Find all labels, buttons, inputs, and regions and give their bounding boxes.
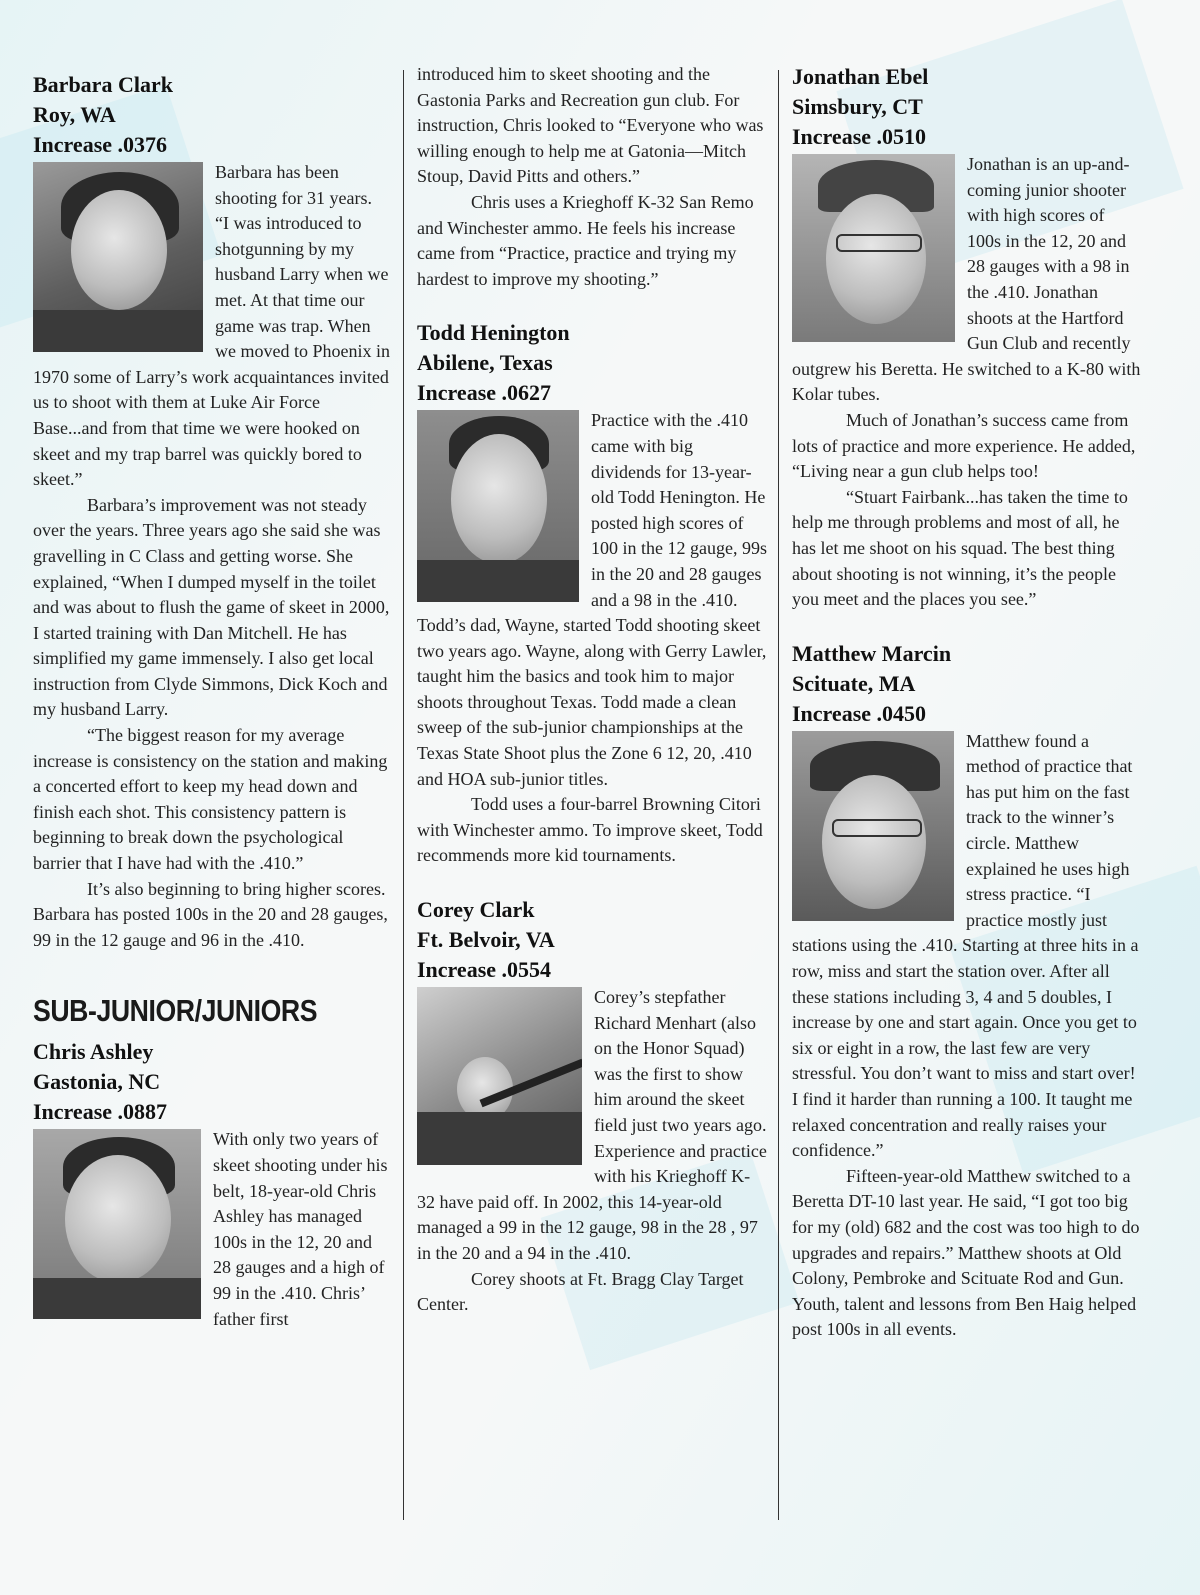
- portrait-shirt: [417, 560, 579, 602]
- profile-paragraph: It’s also beginning to bring higher scores. Barbara has posted 100s in the 20 and 28 gauges, 99 in the 12 gauge and 96 in the .410.: [33, 878, 388, 950]
- profile-matthew-marcin: [792, 639, 1142, 1343]
- profile-name: Corey Clark: [417, 897, 535, 923]
- profile-paragraph: Fifteen-year-old Matthew switched to a Beretta DT-10 last year. He said, “I got too big for my (old) 682 and the cost was too high to do upgrades and repairs.” Matthew shoots at Old Colony, Pembroke and Scituate Rod and Gun. Youth, talent and lessons from Ben Haig helped post 100s in all events.: [792, 1165, 1140, 1340]
- profile-paragraph: Barbara’s improvement was not steady over the years. Three years ago she said she was gravelling in C Class and getting worse. She explained, “When I dumped myself in the toilet and was about to flush the game of skeet in 2000, I started training with Dan Mitchell. He has simplified my game immensely. I also get local instruction from Clyde Simmons, Dick Koch and my husband Larry.: [33, 494, 390, 720]
- section-heading: SUB-JUNIOR/JUNIORS: [33, 993, 318, 1029]
- profile-jonathan-ebel: [792, 62, 1142, 613]
- profile-paragraph: Corey’s stepfather Richard Menhart (also on the Honor Squad) was the first to show him around the skeet field just two years ago. Experience and practice with his Krieghoff K-32 have paid off. In 2002, this 14-year-old managed a 99 in the 12 gauge, 98 in the 28 , 97 in the 20 and a 94 in the .410.: [417, 987, 767, 1263]
- profile-name: Matthew Marcin: [792, 640, 952, 666]
- portrait-face: [65, 1155, 171, 1283]
- shooter-body: [417, 1112, 582, 1165]
- portrait-face: [71, 190, 167, 310]
- profile-paragraph: Chris uses a Krieghoff K-32 San Remo and Winchester ammo. He feels his increase came from “Practice, practice and trying my hardest to improve my shooting.”: [417, 191, 754, 289]
- profile-name: Jonathan Ebel: [792, 64, 929, 89]
- profile-increase: Increase .0554: [417, 957, 552, 983]
- action-photo: [417, 987, 582, 1165]
- profile-paragraph: Corey shoots at Ft. Bragg Clay Target Center.: [417, 1268, 744, 1315]
- portrait-shirt: [33, 310, 203, 352]
- profile-todd-henington: [417, 318, 767, 869]
- portrait-photo: [417, 410, 579, 602]
- profile-location: Abilene, Texas: [417, 350, 553, 376]
- portrait-face: [822, 775, 926, 909]
- spacer: [417, 869, 767, 895]
- spacer: [792, 613, 1142, 639]
- portrait-shirt: [33, 1278, 201, 1320]
- profile-paragraph: introduced him to skeet shooting and the Gastonia Parks and Recreation gun club. For instruction, Chris looked to “Everyone who was willing enough to help me at Gatonia—Mitch Stoup, David Pitts and others.”: [417, 64, 764, 187]
- profile-location: Roy, WA: [33, 102, 116, 127]
- portrait-face: [826, 194, 926, 324]
- profile-location: Gastonia, NC: [33, 1069, 161, 1095]
- column-divider: [403, 70, 404, 1520]
- profile-increase: Increase .0510: [792, 124, 927, 149]
- profile-paragraph: Matthew found a method of practice that has put him on the fast track to the winner’s circle. Matthew explained he uses high stress practice. “I practice mostly just stations using the .410. Starting at three hits in a row, miss and start the station over. After all these stations including 3, 4 and 5 doubles, I increase by one and start again. Once you get to six or eight in a row, the last few are very stressful. You don’t want to miss and start over! I find it harder than running a 100. It taught me relaxed concentration and really raises your confidence.”: [792, 730, 1139, 1161]
- profile-location: Ft. Belvoir, VA: [417, 927, 555, 953]
- profile-paragraph: “The biggest reason for my average increase is consistency on the station and making a concerted effort to keep my head down and finish each shot. This consistency pattern is beginning to break down the psychological barrier that I have had with the .410.”: [33, 725, 388, 874]
- profile-chris-ashley-continued: [417, 62, 767, 292]
- profile-increase: Increase .0376: [33, 132, 168, 157]
- profile-increase: Increase .0887: [33, 1099, 168, 1125]
- profile-increase: Increase .0627: [417, 380, 552, 406]
- profile-paragraph: Jonathan is an up-and-coming junior shooter with high scores of 100s in the 12, 20 and 28 gauges with a 98 in the .410. Jonathan shoots at the Hartford Gun Club and recently outgrew his Beretta. He switched to a K-80 with Kolar tubes.: [792, 154, 1141, 405]
- spacer: [417, 292, 767, 318]
- profile-name: Barbara Clark: [33, 72, 173, 97]
- portrait-photo: [33, 162, 203, 352]
- profile-location: Simsbury, CT: [792, 94, 923, 119]
- profile-paragraph: Practice with the .410 came with big dividends for 13-year-old Todd Henington. He posted high scores of 100 in the 12 gauge, 99s in the 20 and 28 gauges and a 98 in the .410. Todd’s dad, Wayne, started Todd shooting skeet two years ago. Wayne, along with Gerry Lawler, taught him the basics and took him to major shoots throughout Texas. Todd made a clean sweep of the sub-junior championships at the Texas State Shoot plus the Zone 6 12, 20, .410 and HOA sub-junior titles.: [417, 410, 767, 789]
- portrait-photo: [792, 154, 955, 342]
- portrait-photo: [33, 1129, 201, 1319]
- profile-location: Scituate, MA: [792, 670, 916, 696]
- shooting-glasses: [836, 234, 922, 252]
- profile-paragraph: Todd uses a four-barrel Browning Citori with Winchester ammo. To improve skeet, Todd recommends more kid tournaments.: [417, 794, 763, 866]
- profile-corey-clark: [417, 895, 767, 1318]
- portrait-face: [451, 434, 547, 564]
- profile-name: Chris Ashley: [33, 1039, 154, 1065]
- profile-increase: Increase .0450: [792, 700, 927, 726]
- profile-paragraph: Barbara has been shooting for 31 years. “I was introduced to shotgunning by my husband Larry when we met. At that time our game was trap. When we moved to Phoenix in 1970 some of Larry’s work acquaintances invited us to shoot with them at Luke Air Force Base...and from that time we were hooked on skeet and my trap barrel was quickly bored to skeet.”: [33, 162, 390, 490]
- profile-paragraph: “Stuart Fairbank...has taken the time to help me through problems and most of all, he has let me shoot on his squad. The best thing about shooting is not winning, it’s the people you meet and the places you see.”: [792, 486, 1128, 610]
- profile-barbara-clark: [33, 70, 390, 953]
- shooting-glasses: [832, 819, 922, 837]
- profile-paragraph: With only two years of skeet shooting under his belt, 18-year-old Chris Ashley has managed 100s in the 12, 20 and 28 gauges and a high of 99 in the .410. Chris’ father first: [213, 1129, 388, 1329]
- column-2: [417, 62, 767, 1318]
- column-3: [792, 62, 1142, 1343]
- column-1: [33, 70, 390, 1332]
- profile-paragraph: Much of Jonathan’s success came from lots of practice and more experience. He added, “Living near a gun club helps too!: [792, 409, 1136, 482]
- portrait-photo: [792, 731, 954, 921]
- column-divider: [778, 70, 779, 1520]
- profile-name: Todd Henington: [417, 320, 570, 346]
- profile-chris-ashley: [33, 1037, 390, 1332]
